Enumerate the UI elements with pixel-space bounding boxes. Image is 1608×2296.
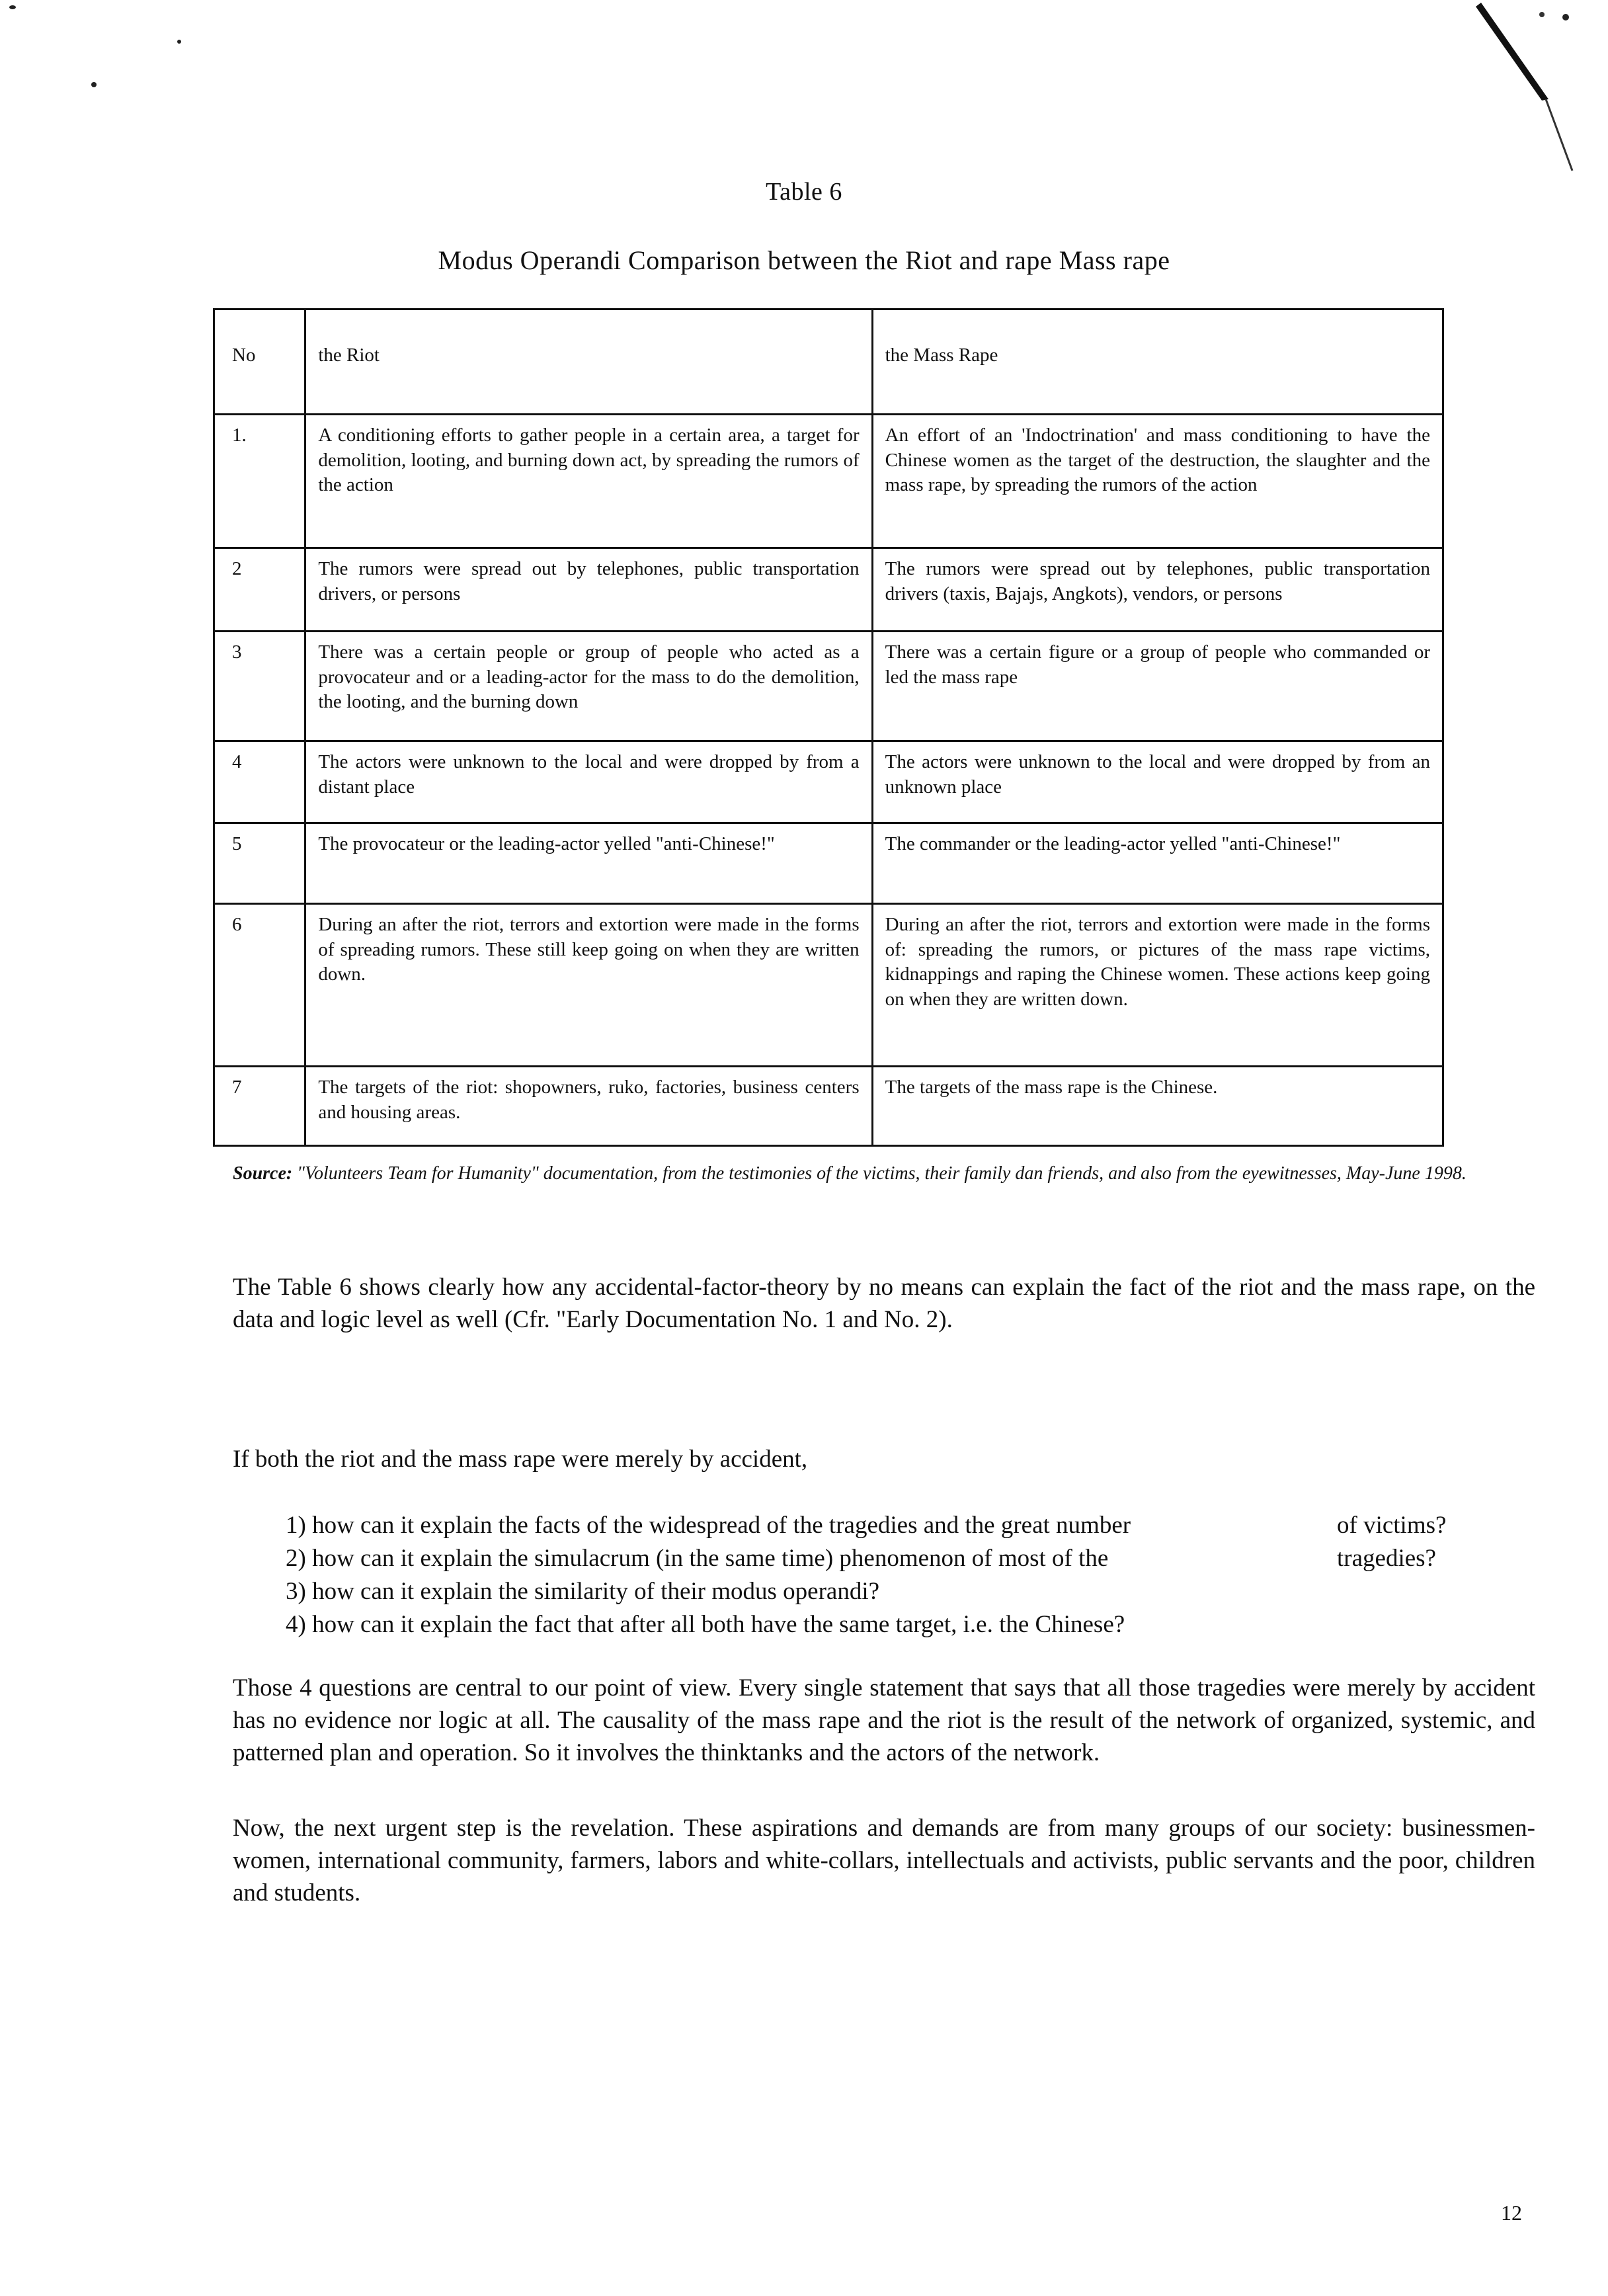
header-riot: the Riot <box>305 309 872 415</box>
scan-speck <box>9 5 16 9</box>
question-tail: of victims? <box>1337 1512 1447 1539</box>
table-header-row <box>214 309 1443 415</box>
table-row <box>214 632 1443 741</box>
riot-cell: The provocateur or the leading-actor yelled "anti-Chinese!" <box>305 823 872 904</box>
riot-cell: The actors were unknown to the local and were dropped by from a distant place <box>305 741 872 823</box>
riot-cell: The targets of the riot: shopowners, ruko, factories, business centers and housing areas. <box>305 1067 872 1146</box>
source-label: Source: <box>233 1163 293 1184</box>
mass-rape-cell: During an after the riot, terrors and extortion were made in the forms of: spreading the rumors, or pictures of the mass rape victims, kidnappings and raping the Chinese women. These actions keep going on when they are written down. <box>872 904 1443 1067</box>
paragraph: Now, the next urgent step is the revelation. These aspirations and demands are from many groups of our society: businessmen-women, international community, farmers, labors and white-collars, intellectuals and activists, public servants and the poor, children and students. <box>233 1815 1535 1907</box>
table-row <box>214 415 1443 548</box>
mass-rape-cell: The targets of the mass rape is the Chinese. <box>872 1067 1443 1146</box>
mass-rape-cell: There was a certain figure or a group of people who commanded or led the mass rape <box>872 632 1443 741</box>
question-text: 1) how can it explain the facts of the widespread of the tragedies and the great number <box>286 1512 1131 1539</box>
scan-corner-mark <box>1449 0 1582 179</box>
table-subtitle: Modus Operandi Comparison between the Riot and rape Mass rape <box>438 245 1170 275</box>
question-text: 4) how can it explain the fact that after all both have the same target, i.e. the Chinese? <box>286 1611 1125 1638</box>
header-no: No <box>214 309 305 415</box>
table-row <box>214 823 1443 904</box>
row-number: 6 <box>214 904 305 1067</box>
paragraph: Those 4 questions are central to our point of view. Every single statement that says that all those tragedies were merely by accident has no evidence nor logic at all. The causality of the mass rape and the riot is the result of the network of organized, systemic, and patterned plan and operation. So it involves the thinktanks and the actors of the network. <box>233 1674 1535 1767</box>
mass-rape-cell: An effort of an 'Indoctrination' and mass conditioning to have the Chinese women as the target of the destruction, the slaughter and the mass rape, by spreading the rumors of the action <box>872 415 1443 548</box>
paragraph: If both the riot and the mass rape were merely by accident, <box>233 1446 808 1473</box>
scan-speck <box>177 40 181 44</box>
question-list <box>286 1509 1476 1641</box>
row-number: 5 <box>214 823 305 904</box>
list-item <box>286 1542 1476 1575</box>
table-row <box>214 904 1443 1067</box>
table-row <box>214 548 1443 632</box>
list-item <box>286 1575 1476 1608</box>
riot-cell: The rumors were spread out by telephones, public transportation drivers, or persons <box>305 548 872 632</box>
header-mass-rape: the Mass Rape <box>872 309 1443 415</box>
mass-rape-cell: The actors were unknown to the local and were dropped by from an unknown place <box>872 741 1443 823</box>
paragraph: The Table 6 shows clearly how any accidental-factor-theory by no means can explain the fact of the riot and the mass rape, on the data and logic level as well (Cfr. "Early Documentation No. 1 and No. 2). <box>233 1274 1535 1334</box>
mass-rape-cell: The rumors were spread out by telephones, public transportation drivers (taxis, Bajajs, Angkots), vendors, or persons <box>872 548 1443 632</box>
riot-cell: During an after the riot, terrors and extortion were made in the forms of spreading rumors. These still keep going on when they are written down. <box>305 904 872 1067</box>
scan-speck <box>91 82 97 87</box>
table-row <box>214 1067 1443 1146</box>
modus-operandi-table <box>213 308 1444 1147</box>
page-number: 12 <box>1501 2201 1522 2225</box>
source-note <box>233 1160 1529 1188</box>
riot-cell: A conditioning efforts to gather people in a certain area, a target for demolition, looting, and burning down act, by spreading the rumors of the action <box>305 415 872 548</box>
question-text: 3) how can it explain the similarity of their modus operandi? <box>286 1578 880 1605</box>
question-text: 2) how can it explain the simulacrum (in the same time) phenomenon of most of the <box>286 1545 1109 1572</box>
row-number: 1. <box>214 415 305 548</box>
question-tail: tragedies? <box>1337 1545 1436 1572</box>
table-title: Table 6 <box>766 178 842 206</box>
row-number: 4 <box>214 741 305 823</box>
mass-rape-cell: The commander or the leading-actor yelled "anti-Chinese!" <box>872 823 1443 904</box>
table-row <box>214 741 1443 823</box>
riot-cell: There was a certain people or group of people who acted as a provocateur and or a leading-actor for the mass to do the demolition, the looting, and the burning down <box>305 632 872 741</box>
row-number: 3 <box>214 632 305 741</box>
row-number: 7 <box>214 1067 305 1146</box>
source-text: "Volunteers Team for Humanity" documentation, from the testimonies of the victims, their family dan friends, and also from the eyewitnesses, May-June 1998. <box>297 1163 1467 1184</box>
list-item <box>286 1608 1476 1641</box>
row-number: 2 <box>214 548 305 632</box>
list-item <box>286 1509 1476 1542</box>
